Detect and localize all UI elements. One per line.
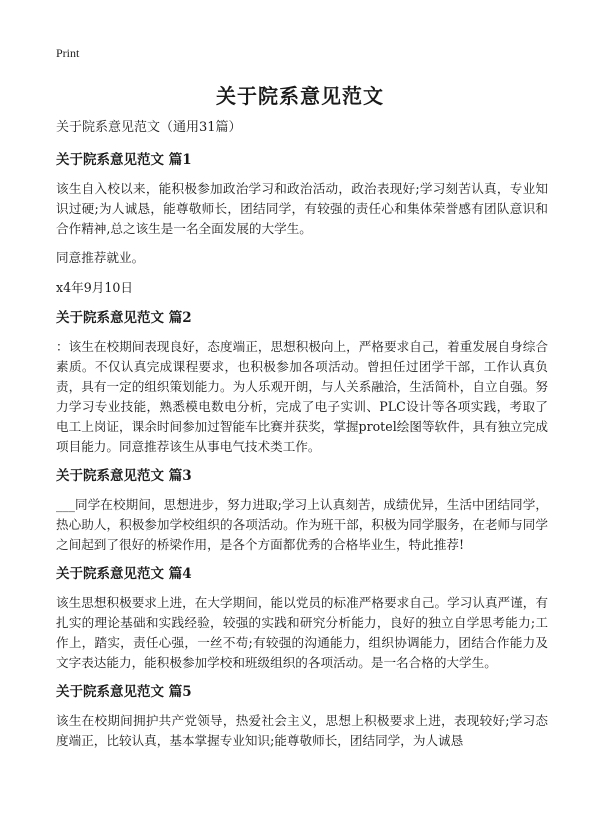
document-subtitle: 关于院系意见范文（通用31篇）: [56, 120, 242, 135]
section-date: x4年9月10日: [56, 280, 133, 295]
section-4: [56, 564, 548, 673]
section-paragraph: 该生在校期间拥护共产党领导，热爱社会主义，思想上积极要求上进，表现较好;学习态度端正，比较认真，基本掌握专业知识;能尊敬师长，团结同学，为人诚恳: [56, 713, 548, 748]
section-2: [56, 308, 548, 457]
section-paragraph: 该生思想积极要求上进，在大学期间，能以党员的标准严格要求自己。学习认真严谨，有扎实的理论基础和实践经验，较强的实践和研究分析能力，良好的独立自学思考能力;工作上，踏实，责任心强，一丝不苟;有较强的沟通能力，组织协调能力，团结合作能力及文字表达能力，能积极参加学校和班级组织的各项活动。是一名合格的大学生。: [56, 595, 548, 670]
section-heading: 关于院系意见范文 篇3: [56, 468, 192, 484]
document-body: [56, 118, 548, 760]
section-3: [56, 466, 548, 555]
section-5: [56, 682, 548, 751]
print-label[interactable]: Print: [56, 46, 80, 60]
section-heading: 关于院系意见范文 篇2: [56, 310, 192, 326]
section-heading: 关于院系意见范文 篇5: [56, 684, 192, 700]
section-paragraph: ___同学在校期间，思想进步，努力进取;学习上认真刻苦，成绩优异，生活中团结同学，热心助人，积极参加学校组织的各项活动。作为班干部，积极为同学服务，在老师与同学之间起到了很好的桥梁作用，是各个方面都优秀的合格毕业生，特此推荐!: [56, 497, 548, 552]
section-paragraph: 同意推荐就业。: [56, 250, 145, 265]
page-title: 关于院系意见范文: [216, 84, 384, 108]
section-heading: 关于院系意见范文 篇1: [56, 152, 192, 168]
section-paragraph: ：该生在校期间表现良好，态度端正，思想积极向上，严格要求自己，着重发展自身综合素质。不仅认真完成课程要求，也积极参加各项活动。曾担任过团学干部，工作认真负责，具有一定的组织策划能力。为人乐观开朗，与人关系融洽，生活简朴，自立自强。努力学习专业技能，熟悉模电数电分析，完成了电子实训、PLC设计等各项实践，考取了电工上岗证，课余时间参加过智能车比赛并获奖，掌握protel绘图等软件，具有独立完成项目能力。同意推荐该生从事电气技术类工作。: [56, 339, 548, 454]
section-paragraph: 该生自入校以来，能积极参加政治学习和政治活动，政治表现好;学习刻苦认真，专业知识过硬;为人诚恳，能尊敬师长，团结同学，有较强的责任心和集体荣誉感有团队意识和合作精神,总之该生是一名全面发展的大学生。: [56, 181, 548, 236]
section-heading: 关于院系意见范文 篇4: [56, 566, 192, 582]
section-1: [56, 150, 548, 298]
